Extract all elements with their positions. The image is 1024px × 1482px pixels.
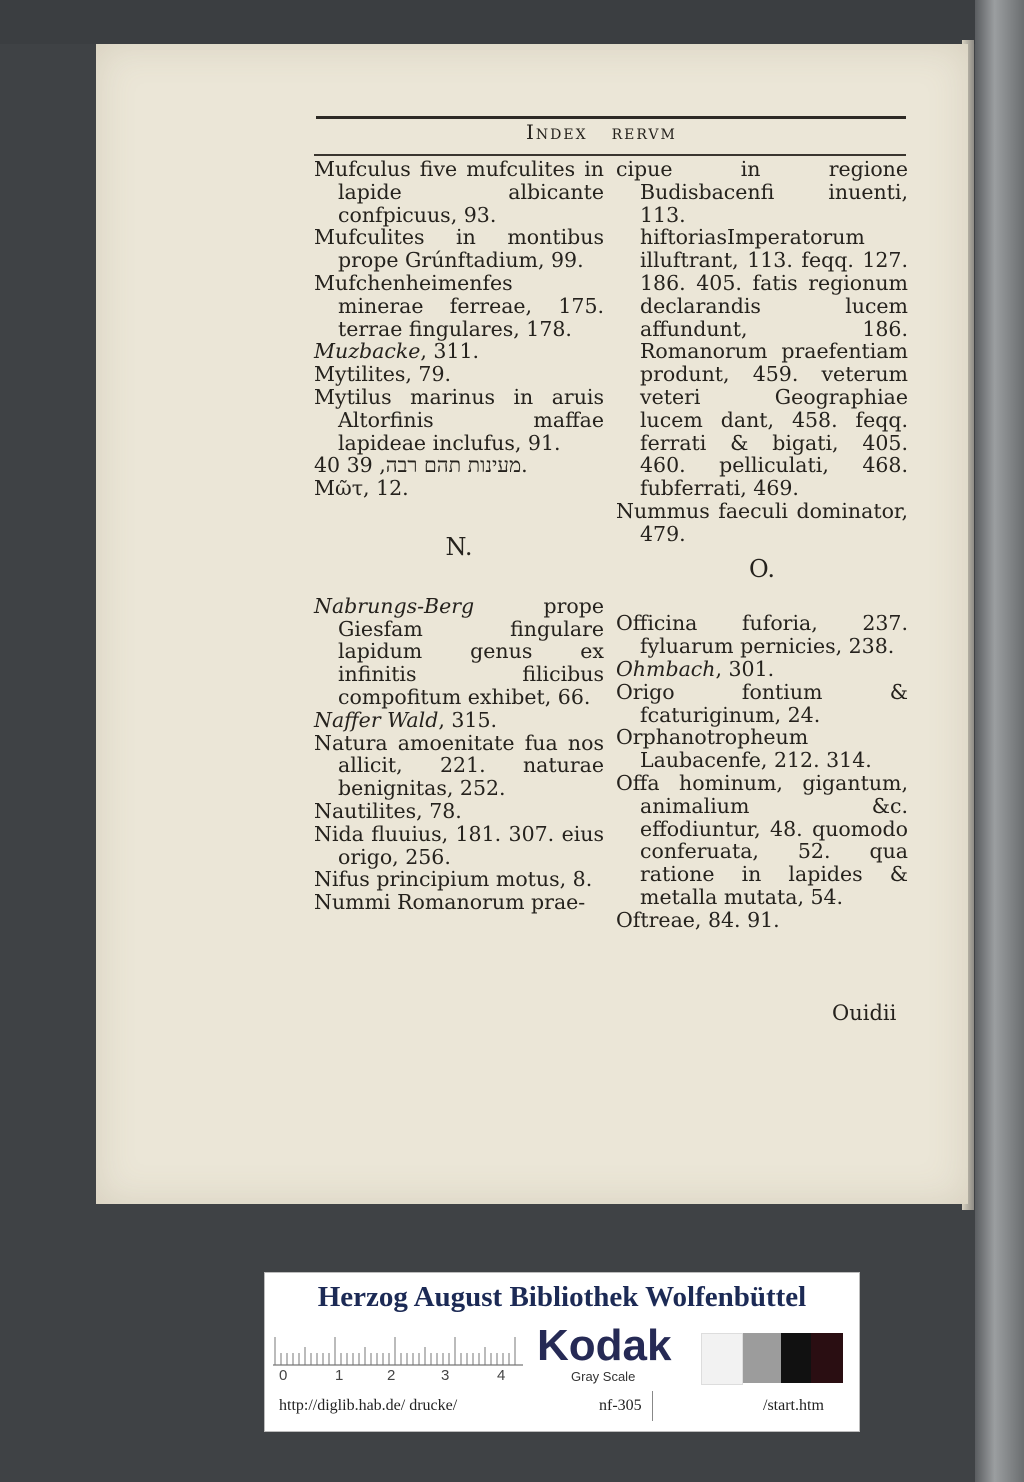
entry-text: Nummus faeculi dominator, 479. [616, 498, 908, 546]
index-entry [314, 386, 604, 454]
ruler-scale [273, 1331, 529, 1367]
running-header [526, 120, 677, 144]
ruler-number: 4 [497, 1367, 506, 1384]
kodak-logo: Kodak [537, 1321, 672, 1370]
header-index: Index [526, 120, 588, 144]
entry-text: Mufculites in montibus prope Grúnftadium, 99. [314, 225, 604, 273]
entry-text: Orphanotropheum Laubacenfe, 212. 314. [616, 725, 872, 773]
entry-term-italic: Nabrungs-Berg [314, 593, 475, 618]
index-entry [314, 477, 604, 500]
entry-term-italic: Ohmbach [616, 656, 716, 681]
header-rule-bottom [314, 154, 906, 156]
right-column [616, 158, 908, 932]
book-page [96, 44, 968, 1204]
entry-text: Natura amoenitate fua nos allicit, 221. naturae benignitas, 252. [314, 730, 604, 801]
index-entry [314, 226, 604, 272]
entry-text: Oftreae, 84. 91. [616, 907, 780, 932]
index-entry [314, 891, 604, 914]
index-entry [314, 158, 604, 226]
entry-text: Origo fontium & fcaturiginum, 24. [616, 679, 908, 727]
index-entry [616, 158, 908, 500]
entry-text: cipue in regione Budisbacenfi inuenti, 113. hiftoriasImperatorum illuftrant, 113. feqq. 127. 186. 405. fatis regionum declarandis lucem affundunt, 186. Romanorum praefentiam produnt, 459. veterum veteri Geographiae lucem dant, 458. feqq. ferrati & bigati, 405. 460. pelliculati, 468. fubferrati, 469. [616, 157, 908, 501]
index-entry [314, 454, 604, 477]
entry-text: Officina fuforia, 237. fyluarum pernicies, 238. [616, 611, 908, 659]
gray-scale-swatches [701, 1333, 843, 1383]
entry-term-italic: Muzbacke [314, 339, 421, 364]
url-prefix: http://diglib.hab.de/ drucke/ [279, 1397, 458, 1414]
ruler-number: 2 [387, 1367, 396, 1384]
entries-m [314, 158, 604, 500]
ruler-number: 3 [441, 1367, 450, 1384]
swatch-gray [743, 1333, 781, 1383]
index-entry [616, 909, 908, 932]
url-suffix: /start.htm [763, 1397, 824, 1414]
entry-text: Nida fluuius, 181. 307. eius origo, 256. [314, 821, 604, 869]
entries-n [314, 595, 604, 914]
swatch-dark-red [811, 1333, 843, 1383]
entries-o [616, 612, 908, 931]
catchword: Ouidii [832, 1001, 897, 1025]
header-rule-top [316, 116, 906, 119]
entry-text: Nautilites, 78. [314, 798, 462, 823]
entry-text: Nummi Romanorum prae- [314, 890, 586, 915]
index-entry [616, 726, 908, 772]
index-entry [314, 340, 604, 363]
ruler-number: 0 [279, 1367, 288, 1384]
entry-text: Μῶτ, 12. [314, 476, 409, 501]
card-divider [652, 1391, 653, 1421]
entries-n-continued [616, 158, 908, 546]
ruler-numbers [273, 1367, 506, 1387]
index-entry [616, 612, 908, 658]
index-entry [314, 272, 604, 340]
section-letter-n: N. [445, 532, 473, 561]
library-scan-card [264, 1272, 860, 1432]
index-entry [314, 363, 604, 386]
index-entry [616, 681, 908, 727]
entry-text: מעינות תהם רבה, 39 40. [314, 453, 528, 478]
index-entry [616, 500, 908, 546]
shelfmark: nf-305 [599, 1397, 642, 1414]
entry-text: Nifus principium motus, 8. [314, 867, 593, 892]
swatch-black [781, 1333, 811, 1383]
entry-text: , 311. [420, 339, 480, 364]
entry-text: Offa hominum, gigantum, animalium &c. effodiuntur, 48. quomodo conferuata, 52. qua ratione in lapides & metalla mutata, 54. [616, 770, 908, 909]
index-entry [616, 772, 908, 909]
gray-scale-label: Gray Scale [571, 1369, 636, 1384]
entry-text: Mytilites, 79. [314, 362, 452, 387]
entry-term-italic: Naffer Wald [314, 707, 439, 732]
index-entry [314, 823, 604, 869]
index-entry [314, 595, 604, 709]
entry-text: Mufchenheimenfes minerae ferreae, 175. terrae fingulares, 178. [314, 270, 604, 341]
library-title: Herzog August Bibliothek Wolfenbüttel [317, 1281, 807, 1313]
index-entry [314, 732, 604, 800]
ruler-number: 1 [335, 1367, 344, 1384]
entry-text: , 301. [715, 656, 775, 681]
index-entry [314, 709, 604, 732]
swatch-white [701, 1333, 743, 1385]
section-letter-o: O. [749, 554, 775, 583]
entry-text: Mufculus five mufculites in lapide albicante confpicuus, 93. [314, 157, 604, 227]
entry-text: , 315. [438, 707, 498, 732]
scan-background-top [0, 0, 975, 44]
header-rerum: rervm [611, 120, 677, 144]
index-entry [314, 868, 604, 891]
index-entry [616, 658, 908, 681]
entry-text: prope Giesfam fingulare lapidum genus ex infinitis filicibus compofitum exhibet, 66. [338, 593, 604, 709]
left-column [314, 158, 604, 914]
entry-text: Mytilus marinus in aruis Altorfinis maffae lapideae inclufus, 91. [314, 384, 604, 455]
index-entry [314, 800, 604, 823]
scan-background-right [975, 0, 1024, 1482]
